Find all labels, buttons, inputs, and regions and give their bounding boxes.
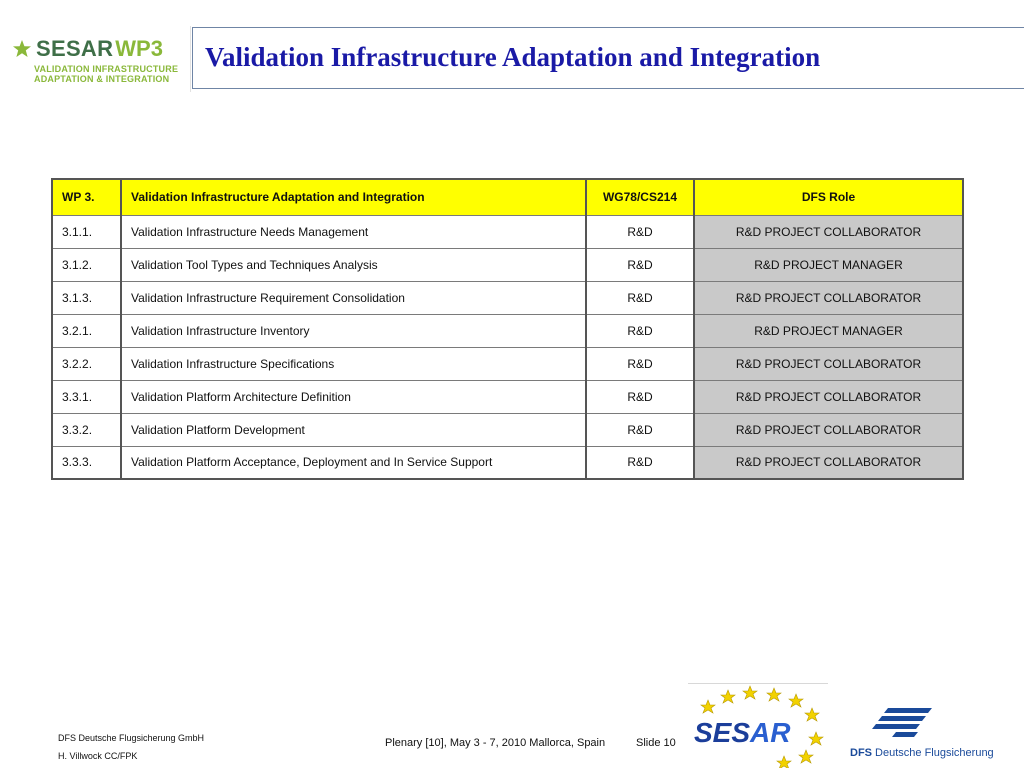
- logo-subtitle-line1: VALIDATION INFRASTRUCTURE: [34, 64, 179, 74]
- sesar-wp3-logo: [0, 26, 191, 92]
- row-wg: R&D: [586, 446, 694, 479]
- header-role: DFS Role: [694, 179, 963, 215]
- footer-slide-number: Slide 10: [636, 737, 676, 749]
- table-row: [52, 446, 963, 479]
- row-role: R&D PROJECT MANAGER: [694, 248, 963, 281]
- row-role: R&D PROJECT COLLABORATOR: [694, 215, 963, 248]
- table-row: [52, 347, 963, 380]
- table-row: [52, 281, 963, 314]
- row-wg: R&D: [586, 380, 694, 413]
- row-wg: R&D: [586, 215, 694, 248]
- work-package-table: [51, 178, 964, 480]
- row-name: Validation Platform Architecture Definition: [121, 380, 586, 413]
- row-id: 3.1.3.: [52, 281, 121, 314]
- header-wg: WG78/CS214: [586, 179, 694, 215]
- row-name: Validation Infrastructure Requirement Consolidation: [121, 281, 586, 314]
- row-wg: R&D: [586, 281, 694, 314]
- table-row: [52, 380, 963, 413]
- header-name: Validation Infrastructure Adaptation and Integration: [121, 179, 586, 215]
- header-wp: WP 3.: [52, 179, 121, 215]
- row-id: 3.3.1.: [52, 380, 121, 413]
- row-name: Validation Platform Development: [121, 413, 586, 446]
- footer-author: H. Villwock CC/FPK: [58, 751, 138, 761]
- sesar-logo: [688, 684, 828, 768]
- row-role: R&D PROJECT COLLABORATOR: [694, 446, 963, 479]
- row-id: 3.3.2.: [52, 413, 121, 446]
- logo-brand: SESAR: [36, 36, 114, 61]
- table-header-row: [52, 179, 963, 215]
- star-icon: [12, 39, 32, 59]
- row-id: 3.3.3.: [52, 446, 121, 479]
- dfs-logo-text: DFS Deutsche Flugsicherung: [850, 747, 994, 759]
- row-role: R&D PROJECT MANAGER: [694, 314, 963, 347]
- row-id: 3.1.2.: [52, 248, 121, 281]
- logo-main: [12, 37, 163, 61]
- sesar-logo-text: SESAR: [694, 717, 791, 748]
- table-row: [52, 215, 963, 248]
- row-role: R&D PROJECT COLLABORATOR: [694, 347, 963, 380]
- row-role: R&D PROJECT COLLABORATOR: [694, 281, 963, 314]
- page-title: Validation Infrastructure Adaptation and Integration: [205, 42, 821, 72]
- footer-company: DFS Deutsche Flugsicherung GmbH: [58, 733, 205, 743]
- row-name: Validation Infrastructure Needs Management: [121, 215, 586, 248]
- footer-event: Plenary [10], May 3 - 7, 2010 Mallorca, Spain: [385, 737, 606, 749]
- row-name: Validation Infrastructure Inventory: [121, 314, 586, 347]
- row-name: Validation Tool Types and Techniques Analysis: [121, 248, 586, 281]
- row-id: 3.2.1.: [52, 314, 121, 347]
- row-name: Validation Platform Acceptance, Deployment and In Service Support: [121, 446, 586, 479]
- row-wg: R&D: [586, 413, 694, 446]
- row-wg: R&D: [586, 314, 694, 347]
- row-name: Validation Infrastructure Specifications: [121, 347, 586, 380]
- row-role: R&D PROJECT COLLABORATOR: [694, 380, 963, 413]
- title-bar: [192, 27, 1024, 89]
- row-wg: R&D: [586, 248, 694, 281]
- table-row: [52, 248, 963, 281]
- row-wg: R&D: [586, 347, 694, 380]
- table-row: [52, 413, 963, 446]
- row-id: 3.2.2.: [52, 347, 121, 380]
- row-role: R&D PROJECT COLLABORATOR: [694, 413, 963, 446]
- logo-subtitle-line2: ADAPTATION & INTEGRATION: [34, 74, 170, 84]
- dfs-logo: [848, 704, 994, 766]
- table-row: [52, 314, 963, 347]
- row-id: 3.1.1.: [52, 215, 121, 248]
- logo-suffix: WP3: [115, 36, 163, 61]
